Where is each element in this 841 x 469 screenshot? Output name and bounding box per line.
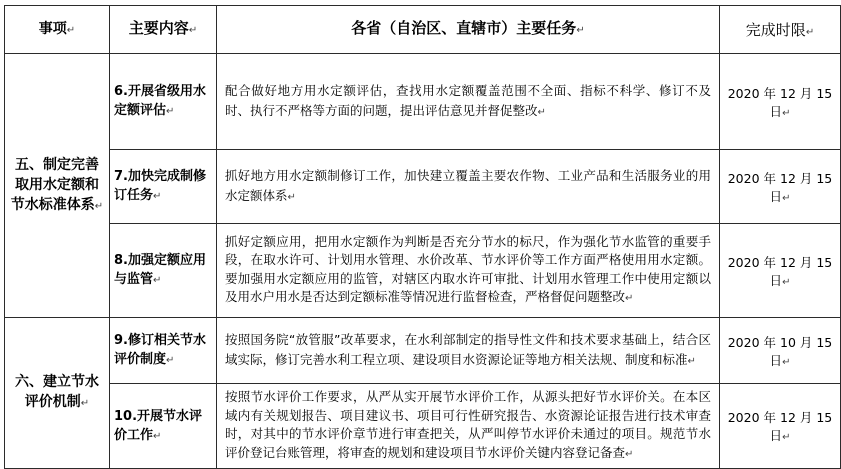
task-text: 按照国务院“放管服”改革要求，在水利部制定的指导性文件和技术要求基础上，结合区域实际，修订完善水利工程立项、建设项目水资源论证等地方相关法规、制度和标准 [225, 331, 711, 367]
task-text: 抓好定额应用，把用水定额作为判断是否充分节水的标尺，作为强化节水监管的重要手段，在取水许可、计划用水管理、水价改革、节水评价等工作方面严格使用用水定额。要加强用水定额应用的监管，对辖区内取水许可审批、计划用水管理工作中使用定额以及用水户用水是否达到定额标准等情况进行监督检查，严格督促问题整改 [225, 233, 711, 304]
task-cell [217, 224, 720, 318]
paragraph-mark: ↵ [687, 355, 696, 367]
group-cell [5, 318, 110, 469]
table-row [5, 150, 841, 224]
content-label: 10.开展节水评价工作 [114, 408, 203, 443]
header-deadline [720, 6, 841, 54]
deadline-cell [720, 384, 841, 469]
header-item-label: 事项 [38, 20, 67, 37]
deadline-text: 2020 年 12 月 15 日 [727, 410, 833, 443]
deadline-text: 2020 年 10 月 15 日 [727, 334, 833, 368]
content-label: 6.开展省级用水定额评估 [114, 84, 206, 118]
deadline-text: 2020 年 12 月 15 日 [727, 254, 833, 288]
content-cell [110, 318, 217, 384]
paragraph-mark: ↵ [153, 430, 162, 442]
paragraph-mark: ↵ [153, 191, 162, 202]
task-cell [217, 54, 720, 150]
paragraph-mark: ↵ [537, 106, 546, 118]
table-row [5, 54, 841, 150]
content-label: 9.修订相关节水评价制度 [114, 333, 206, 367]
header-content [110, 6, 217, 54]
content-cell [110, 384, 217, 469]
group-cell [5, 54, 110, 318]
header-content-label: 主要内容 [128, 19, 189, 37]
group-title: 五、制定完善取用水定额和节水标准体系 [10, 156, 99, 213]
header-task [217, 6, 720, 54]
task-text: 按照节水评价工作要求，从严从实开展节水评价工作，从源头把好节水评价关。在本区域内有关规划报告、项目建议书、项目可行性研究报告、水资源论证报告进行技术审查时，对其中的节水评价章节进行审查把关，从严叫停节水评价未通过的项目。规范节水评价登记台账管理，将审查的规划和建设项目节水评价关键内容登记备查 [225, 389, 711, 460]
paragraph-mark: ↵ [287, 191, 296, 203]
content-cell [110, 224, 217, 318]
paragraph-mark: ↵ [782, 432, 791, 443]
task-cell [217, 318, 720, 384]
paragraph-mark: ↵ [625, 293, 634, 304]
deadline-cell [720, 318, 841, 384]
paragraph-mark: ↵ [782, 356, 791, 368]
task-text: 配合做好地方用水定额评估，查找用水定额覆盖范围不全面、指标不科学、修订不及时、执行不严格等方面的问题，提出评估意见并督促整改 [225, 82, 711, 118]
paragraph-mark: ↵ [66, 24, 76, 36]
header-row [5, 6, 841, 54]
paragraph-mark: ↵ [166, 106, 175, 117]
content-cell [110, 54, 217, 150]
header-deadline-label: 完成时限 [745, 21, 806, 39]
tasks-table [4, 5, 841, 469]
group-title: 六、建立节水评价机制 [15, 374, 99, 410]
paragraph-mark: ↵ [805, 27, 815, 38]
paragraph-mark: ↵ [625, 448, 634, 460]
paragraph-mark: ↵ [782, 276, 791, 288]
task-text: 抓好地方用水定额制修订工作，加快建立覆盖主要农作物、工业产品和生活服务业的用水定额体系 [225, 167, 711, 203]
paragraph-mark: ↵ [188, 25, 198, 36]
deadline-cell [720, 150, 841, 224]
content-label: 7.加快完成制修订任务 [114, 169, 206, 203]
header-item [5, 6, 110, 54]
table-row [5, 384, 841, 469]
paragraph-mark: ↵ [166, 355, 175, 366]
paragraph-mark: ↵ [94, 200, 104, 212]
table-row [5, 224, 841, 318]
content-label: 8.加强定额应用与监管 [114, 253, 206, 287]
deadline-text: 2020 年 12 月 15 日 [727, 170, 833, 204]
paragraph-mark: ↵ [153, 275, 162, 286]
paragraph-mark: ↵ [782, 107, 791, 119]
deadline-cell [720, 224, 841, 318]
table-row [5, 318, 841, 384]
paragraph-mark: ↵ [782, 192, 791, 204]
deadline-cell [720, 54, 841, 150]
task-cell [217, 384, 720, 469]
content-cell [110, 150, 217, 224]
header-task-label: 各省（自治区、直辖市）主要任务 [351, 19, 577, 37]
task-cell [217, 150, 720, 224]
paragraph-mark: ↵ [80, 398, 90, 409]
paragraph-mark: ↵ [576, 25, 585, 36]
deadline-text: 2020 年 12 月 15 日 [727, 85, 833, 119]
